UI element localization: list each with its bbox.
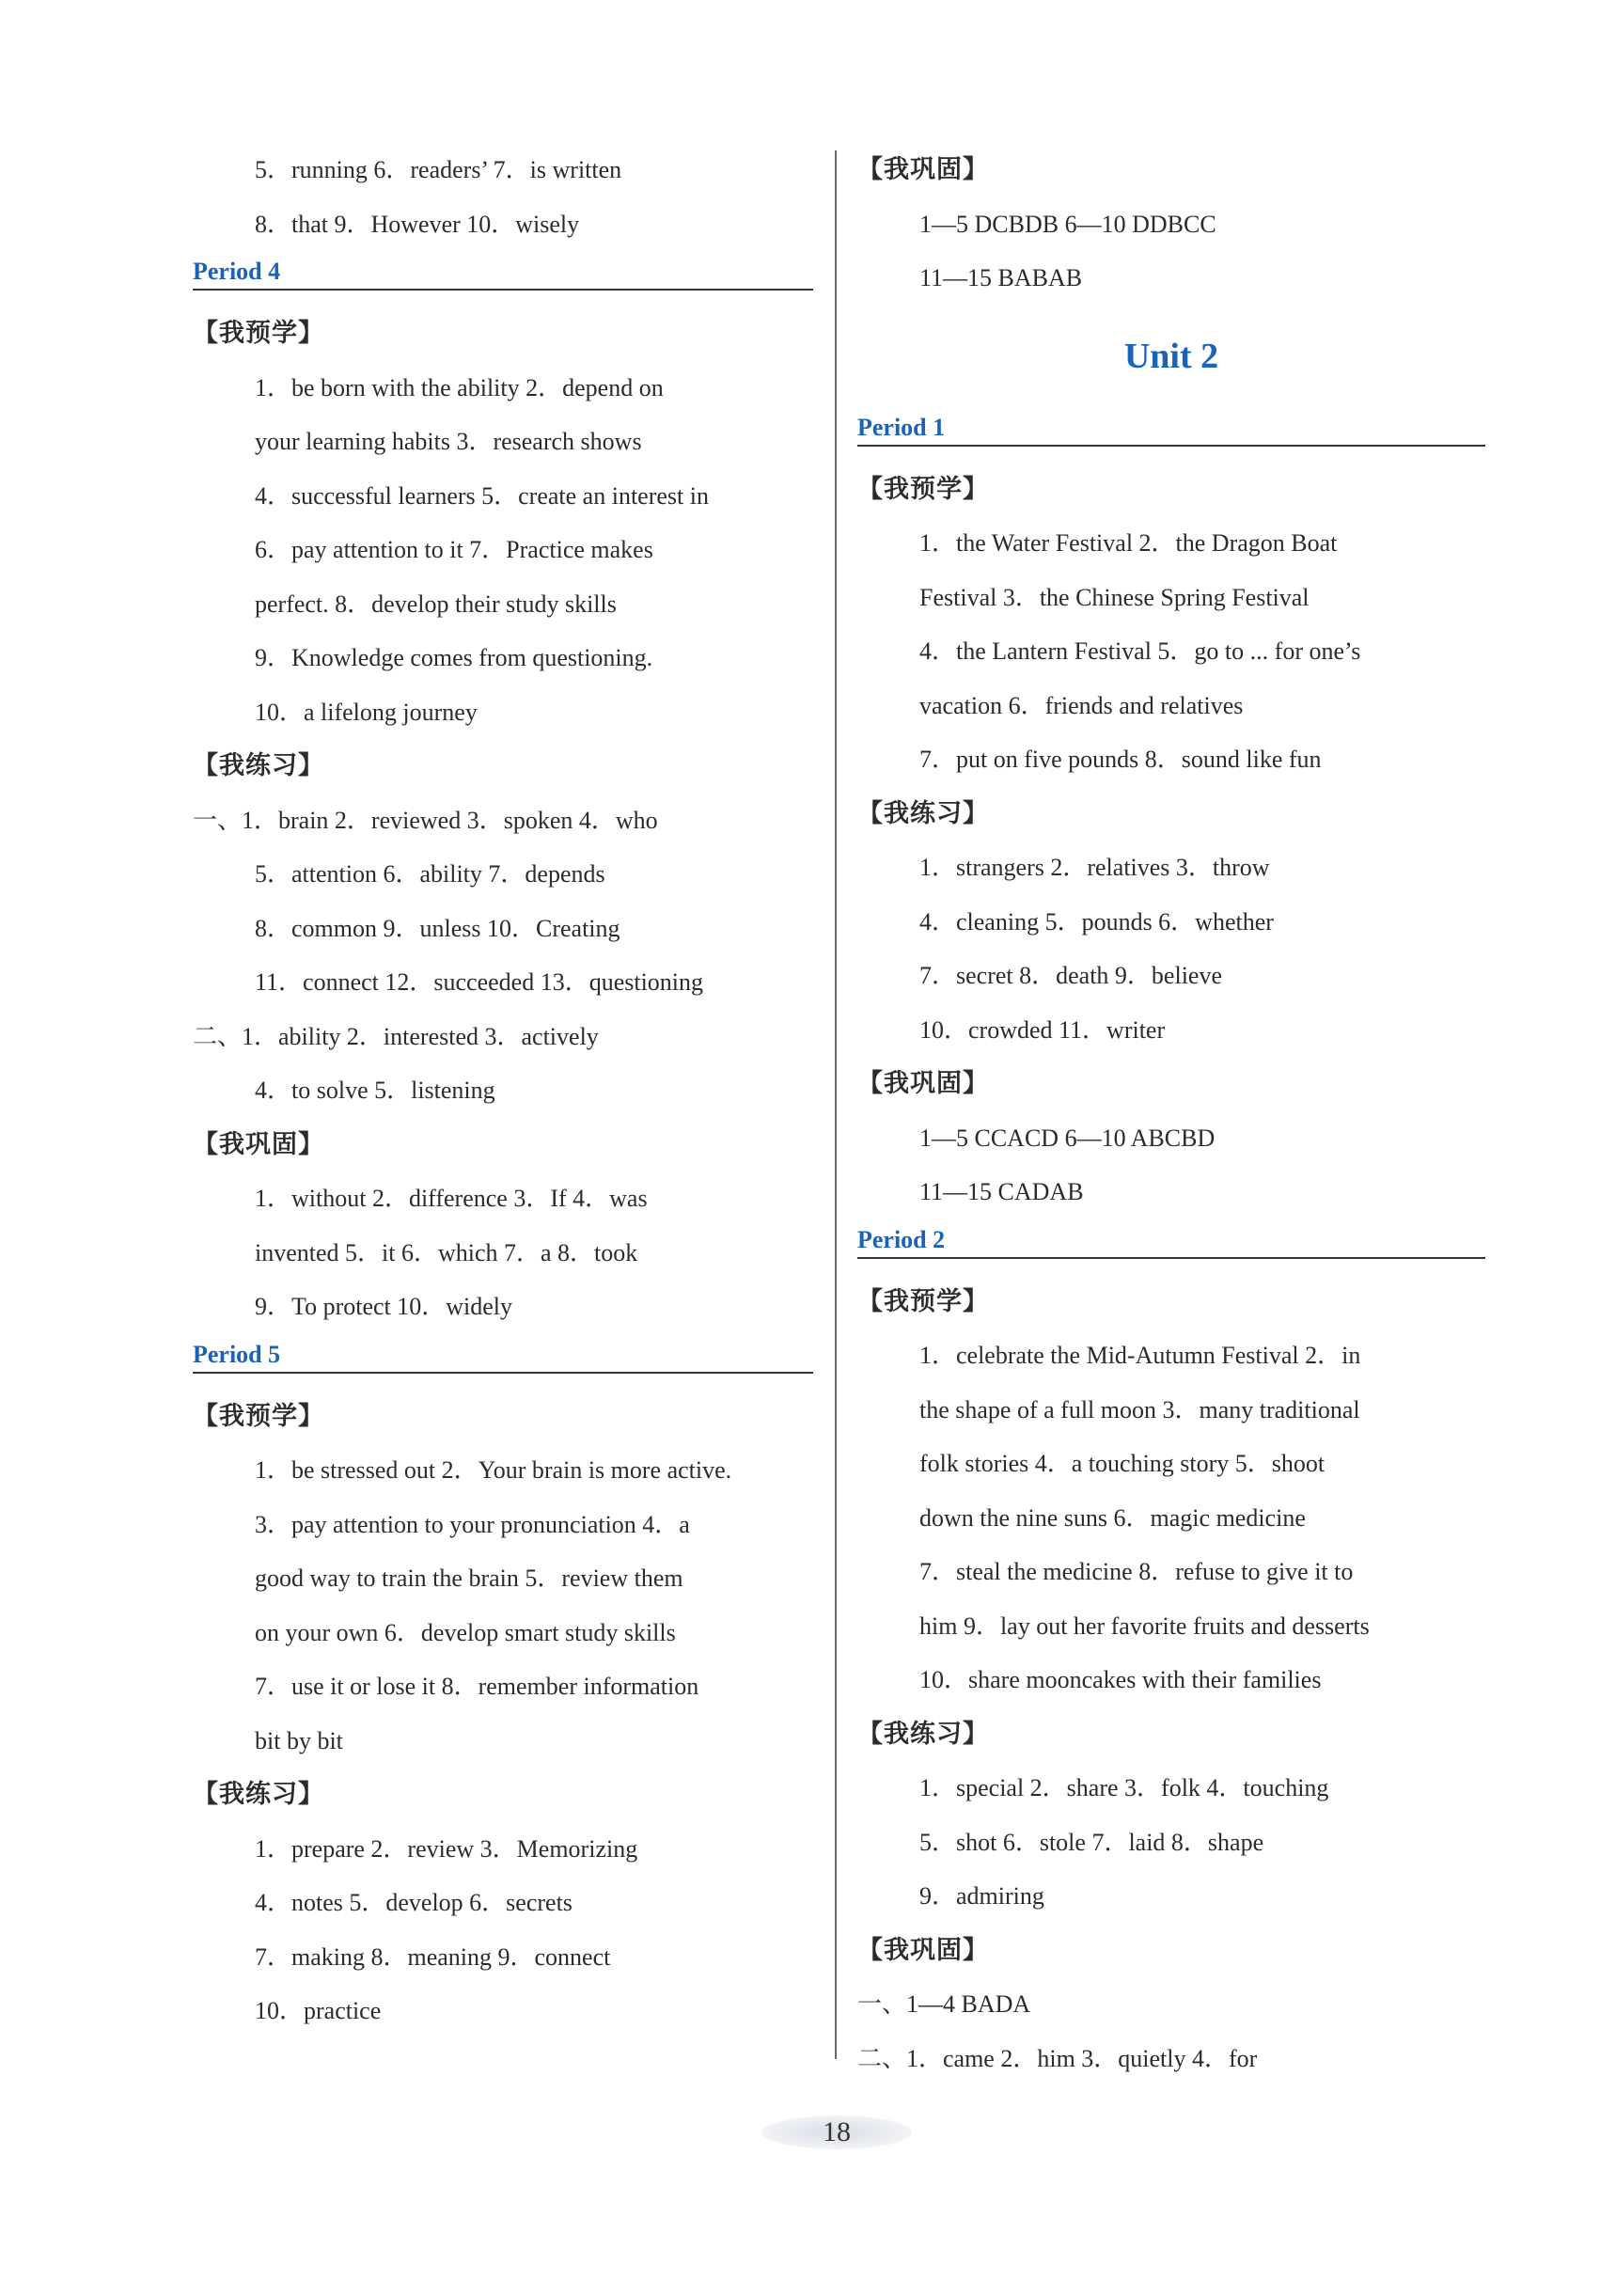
answer-line: 7．making 8．meaning 9．connect [255, 1942, 611, 1971]
answer-line: 1．strangers 2．relatives 3．throw [919, 854, 1270, 881]
answer-line: 5．running 6．readers’ 7．is written [255, 156, 622, 183]
answer-line: 1．the Water Festival 2．the Dragon Boat [919, 529, 1338, 557]
answer-line: folk stories 4．a touching story 5．shoot [919, 1450, 1325, 1477]
answer-line: 4．the Lantern Festival 5．go to ... for one’s [919, 637, 1361, 665]
answer-line: 4．notes 5．develop 6．secrets [255, 1889, 573, 1916]
answer-line: 一、1．brain 2．reviewed 3．spoken 4．who [193, 806, 658, 834]
answer-line: down the nine suns 6．magic medicine [919, 1503, 1306, 1532]
answer-line: 9．admiring [919, 1882, 1044, 1910]
answer-line: 5．shot 6．stole 7．laid 8．shape [919, 1828, 1264, 1856]
section-heading: 【我巩固】 [857, 155, 989, 183]
answer-line: good way to train the brain 5．review them [255, 1565, 683, 1592]
answer-line: 1．special 2．share 3．folk 4．touching [919, 1774, 1329, 1801]
answer-line: 1．prepare 2．review 3．Memorizing [255, 1834, 638, 1863]
period-heading: Period 1 [857, 409, 1485, 447]
answer-line: your learning habits 3．research shows [255, 428, 642, 455]
answer-line: 1．without 2．difference 3．If 4．was [255, 1185, 648, 1212]
answer-line: 1．celebrate the Mid-Autumn Festival 2．in [919, 1342, 1361, 1369]
section-heading: 【我练习】 [193, 1780, 324, 1808]
answer-line: 10．crowded 11．writer [919, 1015, 1166, 1044]
period-heading: Period 2 [857, 1221, 1485, 1259]
answer-line: 7．steal the medicine 8．refuse to give it to [919, 1558, 1354, 1585]
answer-line: 7．use it or lose it 8．remember information [255, 1673, 699, 1700]
answer-line: 8．common 9．unless 10．Creating [255, 914, 620, 942]
answer-line: 9．Knowledge comes from questioning. [255, 644, 653, 671]
section-heading: 【我预学】 [193, 319, 324, 347]
unit-heading: Unit 2 [1123, 336, 1219, 376]
answer-line: 7．put on five pounds 8．sound like fun [919, 746, 1322, 773]
section-heading: 【我巩固】 [193, 1129, 324, 1158]
answer-line: 4．successful learners 5．create an interest in [255, 481, 709, 510]
answer-line: invented 5．it 6．which 7．a 8．took [255, 1238, 638, 1266]
answer-line: on your own 6．develop smart study skills [255, 1618, 676, 1646]
answer-line: 9．To protect 10．widely [255, 1293, 513, 1320]
section-heading: 【我预学】 [857, 1286, 989, 1315]
answer-line: him 9．lay out her favorite fruits and desserts [919, 1612, 1370, 1640]
section-heading: 【我预学】 [193, 1401, 324, 1430]
answer-line: 8．that 9．However 10．wisely [255, 210, 580, 238]
answer-line: 11—15 BABAB [919, 264, 1083, 291]
section-heading: 【我巩固】 [857, 1935, 989, 1964]
section-heading: 【我练习】 [857, 1719, 989, 1748]
period-heading: Period 4 [193, 253, 813, 291]
answer-line: 1—5 DCBDB 6—10 DDBCC [919, 210, 1216, 238]
answer-line: 1．be born with the ability 2．depend on [255, 373, 664, 401]
answer-line: 1—5 CCACD 6—10 ABCBD [919, 1124, 1216, 1152]
answer-line: 1．be stressed out 2．Your brain is more active. [255, 1456, 732, 1484]
answer-line: 7．secret 8．death 9．believe [919, 962, 1222, 989]
answer-line: 二、1．came 2．him 3．quietly 4．for [857, 2044, 1258, 2072]
answer-line: 10．practice [255, 1997, 382, 2024]
answer-line: 一、1—4 BADA [857, 1990, 1031, 2018]
answer-line: Festival 3．the Chinese Spring Festival [919, 583, 1310, 611]
section-heading: 【我巩固】 [857, 1069, 989, 1097]
answer-line: perfect. 8．develop their study skills [255, 590, 617, 618]
answer-line: 5．attention 6．ability 7．depends [255, 860, 605, 888]
answer-line: vacation 6．friends and relatives [919, 691, 1244, 719]
answer-line: 10．share mooncakes with their families [919, 1666, 1322, 1693]
answer-line: 3．pay attention to your pronunciation 4．a [255, 1510, 690, 1538]
section-heading: 【我预学】 [857, 474, 989, 503]
column-divider [835, 150, 837, 2059]
period-heading: Period 5 [193, 1336, 813, 1374]
answer-line: the shape of a full moon 3．many traditional [919, 1395, 1360, 1423]
answer-line: 二、1．ability 2．interested 3．actively [193, 1022, 599, 1050]
answer-line: 6．pay attention to it 7．Practice makes [255, 536, 653, 563]
answer-line: 10．a lifelong journey [255, 698, 478, 726]
section-heading: 【我练习】 [857, 798, 989, 827]
right-column [857, 143, 1485, 2085]
left-column [193, 143, 813, 2038]
answer-line: 4．to solve 5．listening [255, 1077, 495, 1104]
answer-line: 4．cleaning 5．pounds 6．whether [919, 907, 1274, 936]
answer-line: bit by bit [255, 1726, 343, 1754]
page-number: 18 [761, 2115, 912, 2149]
answer-line: 11．connect 12．succeeded 13．questioning [255, 968, 704, 996]
section-heading: 【我练习】 [193, 751, 324, 779]
answer-line: 11—15 CADAB [919, 1178, 1084, 1205]
